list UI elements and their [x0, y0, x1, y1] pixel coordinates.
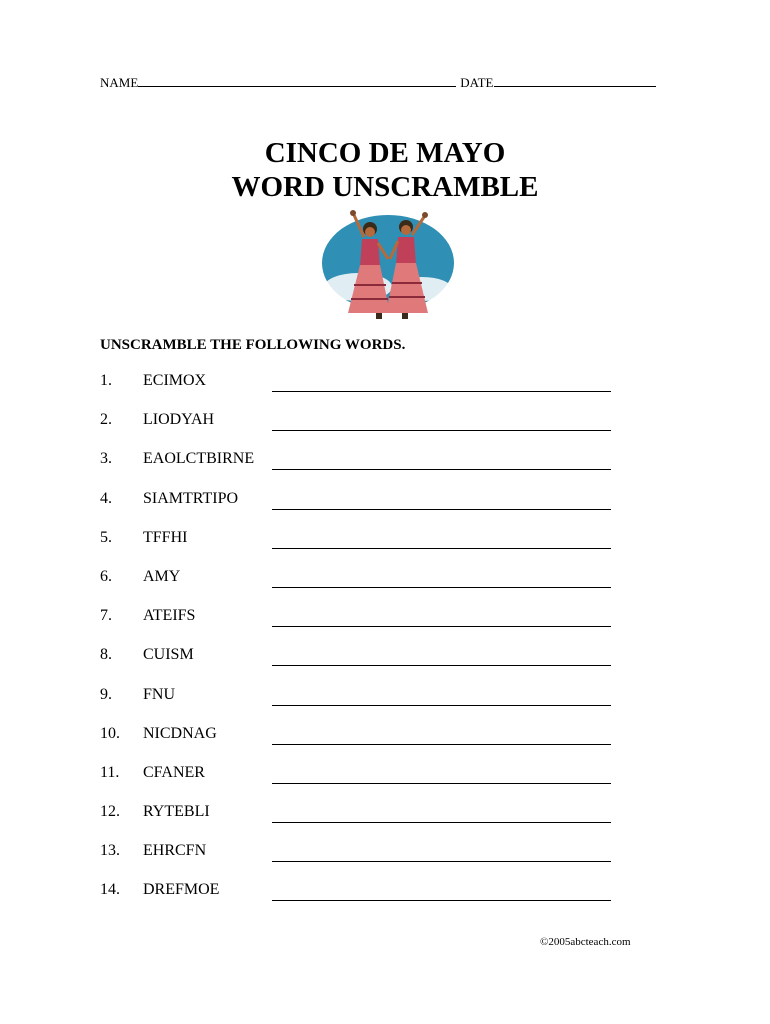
date-blank[interactable] — [494, 73, 656, 87]
answer-line[interactable] — [272, 822, 611, 823]
item-number: 7. — [100, 607, 112, 625]
answer-line[interactable] — [272, 509, 611, 510]
list-item — [100, 803, 620, 842]
item-number: 11. — [100, 763, 120, 781]
answer-line[interactable] — [272, 705, 611, 706]
list-item — [100, 646, 620, 685]
answer-line[interactable] — [272, 587, 611, 588]
name-label: NAME — [100, 75, 139, 90]
scrambled-word: EAOLCTBIRNE — [143, 450, 255, 468]
answer-line[interactable] — [272, 744, 611, 745]
scrambled-word: RYTEBLI — [143, 803, 210, 821]
list-item — [100, 490, 620, 529]
item-number: 1. — [100, 372, 112, 389]
answer-line[interactable] — [272, 861, 611, 862]
list-item — [100, 881, 620, 920]
list-item — [100, 411, 620, 450]
title-line-1: CINCO DE MAYO — [264, 137, 506, 169]
item-number: 3. — [100, 450, 112, 468]
list-item — [100, 686, 620, 725]
scrambled-word: SIAMTRTIPO — [143, 489, 239, 507]
scrambled-word: CFANER — [143, 763, 205, 781]
answer-line[interactable] — [272, 626, 611, 627]
name-blank[interactable] — [138, 73, 456, 87]
item-number: 5. — [100, 528, 112, 546]
item-number: 13. — [100, 842, 120, 860]
answer-line[interactable] — [272, 469, 611, 470]
scrambled-word: ATEIFS — [143, 607, 196, 625]
scrambled-word: FNU — [143, 685, 176, 703]
answer-line[interactable] — [272, 783, 611, 784]
list-item — [100, 372, 620, 411]
answer-line[interactable] — [272, 900, 611, 901]
list-item — [100, 529, 620, 568]
answer-line[interactable] — [272, 665, 611, 666]
item-number: 10. — [100, 724, 120, 742]
list-item — [100, 842, 620, 881]
word-list — [100, 372, 620, 921]
item-number: 8. — [100, 646, 112, 664]
title-line-2: WORD UNSCRAMBLE — [231, 171, 539, 203]
scrambled-word: NICDNAG — [143, 724, 217, 742]
header-line — [100, 73, 680, 91]
item-number: 12. — [100, 803, 120, 821]
scrambled-word: DREFMOE — [143, 881, 220, 899]
answer-line[interactable] — [272, 391, 611, 392]
list-item — [100, 764, 620, 803]
answer-line[interactable] — [272, 548, 611, 549]
scrambled-word: TFFHI — [143, 528, 188, 546]
instruction-text: UNSCRAMBLE THE FOLLOWING WORDS. — [100, 337, 406, 353]
answer-line[interactable] — [272, 430, 611, 431]
item-number: 9. — [100, 685, 112, 703]
list-item — [100, 568, 620, 607]
scrambled-word: ECIMOX — [143, 372, 207, 389]
scrambled-word: EHRCFN — [143, 842, 207, 860]
item-number: 2. — [100, 411, 112, 429]
date-label: DATE — [460, 75, 494, 90]
item-number: 6. — [100, 567, 112, 585]
scrambled-word: AMY — [143, 567, 181, 585]
item-number: 14. — [100, 881, 120, 899]
list-item — [100, 607, 620, 646]
list-item — [100, 450, 620, 489]
scrambled-word: LIODYAH — [143, 411, 215, 429]
dancers-illustration-icon — [318, 205, 458, 325]
page-title — [0, 136, 770, 204]
list-item — [100, 725, 620, 764]
item-number: 4. — [100, 489, 112, 507]
scrambled-word: CUISM — [143, 646, 194, 664]
copyright-footer: ©2005abcteach.com — [540, 936, 631, 948]
